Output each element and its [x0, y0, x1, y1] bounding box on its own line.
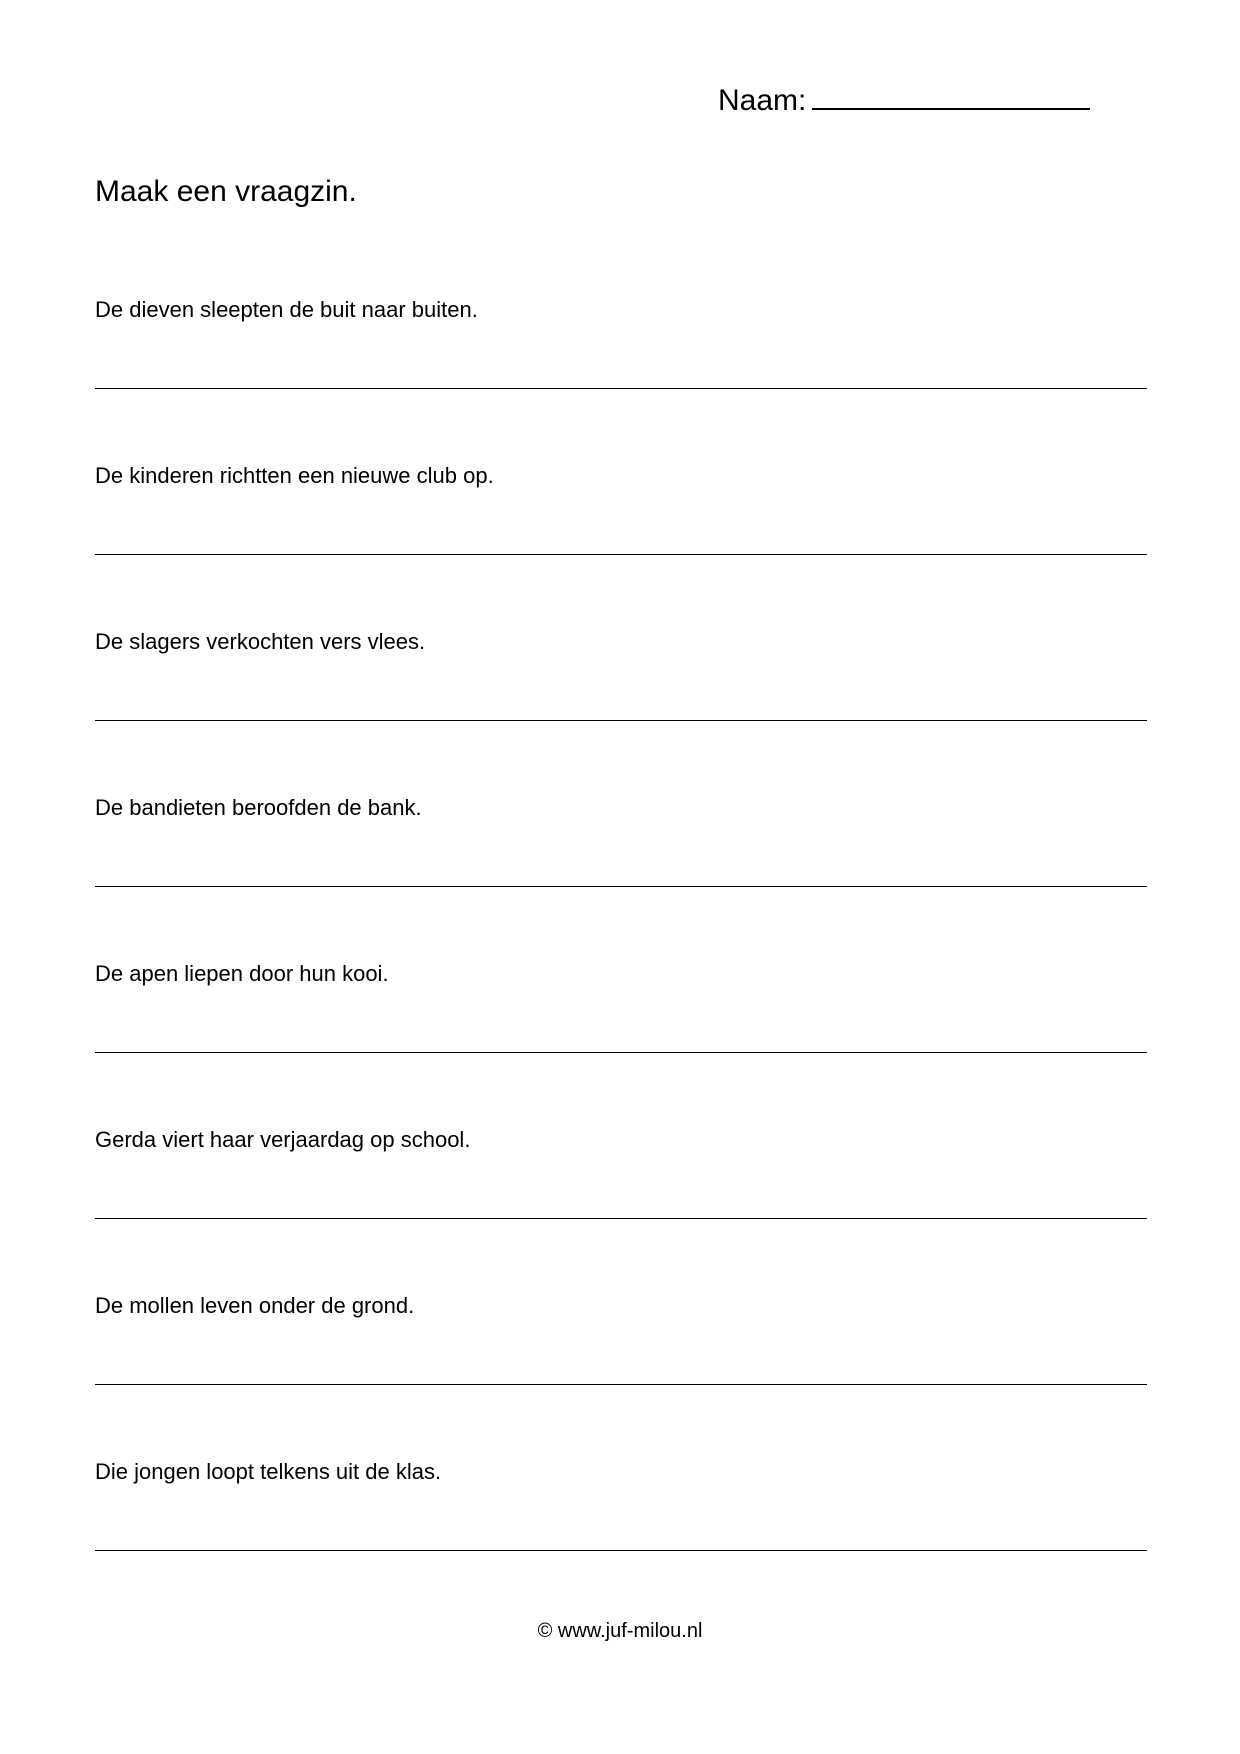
answer-line[interactable] — [95, 1052, 1147, 1053]
answer-line[interactable] — [95, 1218, 1147, 1219]
exercise-sentence: De kinderen richtten een nieuwe club op. — [95, 463, 494, 488]
exercise-item — [95, 1293, 1147, 1393]
answer-line[interactable] — [95, 1384, 1147, 1385]
exercise-item — [95, 463, 1147, 563]
worksheet-title: Maak een vraagzin. — [95, 175, 357, 208]
exercise-item — [95, 297, 1147, 397]
answer-line[interactable] — [95, 388, 1147, 389]
exercise-item — [95, 629, 1147, 729]
answer-line[interactable] — [95, 886, 1147, 887]
exercise-sentence: De slagers verkochten vers vlees. — [95, 629, 426, 654]
answer-line[interactable] — [95, 720, 1147, 721]
exercise-item — [95, 1459, 1147, 1559]
exercise-sentence: De dieven sleepten de buit naar buiten. — [95, 297, 478, 322]
exercise-sentence: Gerda viert haar verjaardag op school. — [95, 1127, 471, 1152]
exercise-item — [95, 1127, 1147, 1227]
exercise-item — [95, 961, 1147, 1061]
exercise-item — [95, 795, 1147, 895]
answer-line[interactable] — [95, 1550, 1147, 1551]
answer-line[interactable] — [95, 554, 1147, 555]
name-label: Naam: — [718, 84, 807, 117]
copyright-footer: © www.juf-milou.nl — [537, 1620, 703, 1642]
exercise-sentence: De apen liepen door hun kooi. — [95, 961, 389, 986]
exercise-sentence: De bandieten beroofden de bank. — [95, 795, 422, 820]
exercise-sentence: De mollen leven onder de grond. — [95, 1293, 415, 1318]
exercise-sentence: Die jongen loopt telkens uit de klas. — [95, 1459, 442, 1484]
